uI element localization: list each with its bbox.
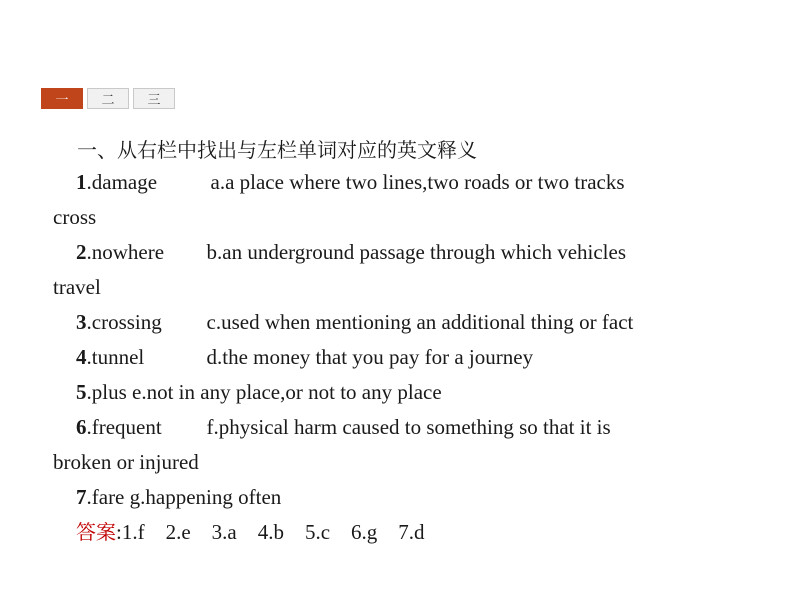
item-definition-continued: cross bbox=[53, 205, 97, 229]
item-definition: b.an underground passage through which vehicles bbox=[206, 240, 627, 264]
item-word: .damage bbox=[86, 170, 158, 194]
item-word: .fare bbox=[86, 485, 125, 509]
item-row bbox=[53, 410, 753, 445]
item-definition: f.physical harm caused to something so that it is bbox=[206, 415, 611, 439]
item-definition: d.the money that you pay for a journey bbox=[206, 345, 534, 369]
section-tabs bbox=[41, 88, 175, 109]
item-row bbox=[53, 235, 753, 270]
answer-row bbox=[53, 515, 753, 550]
item-word: .frequent bbox=[86, 415, 162, 439]
item-number: 5 bbox=[76, 380, 87, 404]
item-word: .plus bbox=[86, 380, 127, 404]
tab-section-2[interactable]: 二 bbox=[87, 88, 129, 109]
tab-section-1[interactable]: 一 bbox=[41, 88, 83, 109]
item-number: 1 bbox=[76, 170, 87, 194]
item-row bbox=[53, 340, 753, 375]
item-row bbox=[53, 375, 753, 410]
exercise-content bbox=[53, 135, 753, 550]
answer-label: 答案 bbox=[76, 520, 116, 544]
item-number: 2 bbox=[76, 240, 87, 264]
item-definition: c.used when mentioning an additional thing or fact bbox=[206, 310, 634, 334]
item-number: 7 bbox=[76, 485, 87, 509]
item-word: .tunnel bbox=[86, 345, 145, 369]
item-number: 6 bbox=[76, 415, 87, 439]
item-word: .crossing bbox=[86, 310, 162, 334]
exercise-heading: 一、从右栏中找出与左栏单词对应的英文释义 bbox=[77, 138, 477, 162]
item-number: 4 bbox=[76, 345, 87, 369]
item-definition: a.a place where two lines,two roads or two tracks bbox=[210, 170, 625, 194]
item-definition-continued: travel bbox=[53, 275, 101, 299]
item-definition: e.not in any place,or not to any place bbox=[132, 380, 442, 404]
item-number: 3 bbox=[76, 310, 87, 334]
item-row bbox=[53, 305, 753, 340]
item-definition: g.happening often bbox=[129, 485, 282, 509]
item-row bbox=[53, 165, 753, 200]
item-word: .nowhere bbox=[86, 240, 165, 264]
answer-text: :1.f 2.e 3.a 4.b 5.c 6.g 7.d bbox=[116, 520, 425, 544]
item-definition-continued: broken or injured bbox=[53, 450, 199, 474]
tab-section-3[interactable]: 三 bbox=[133, 88, 175, 109]
item-row bbox=[53, 480, 753, 515]
